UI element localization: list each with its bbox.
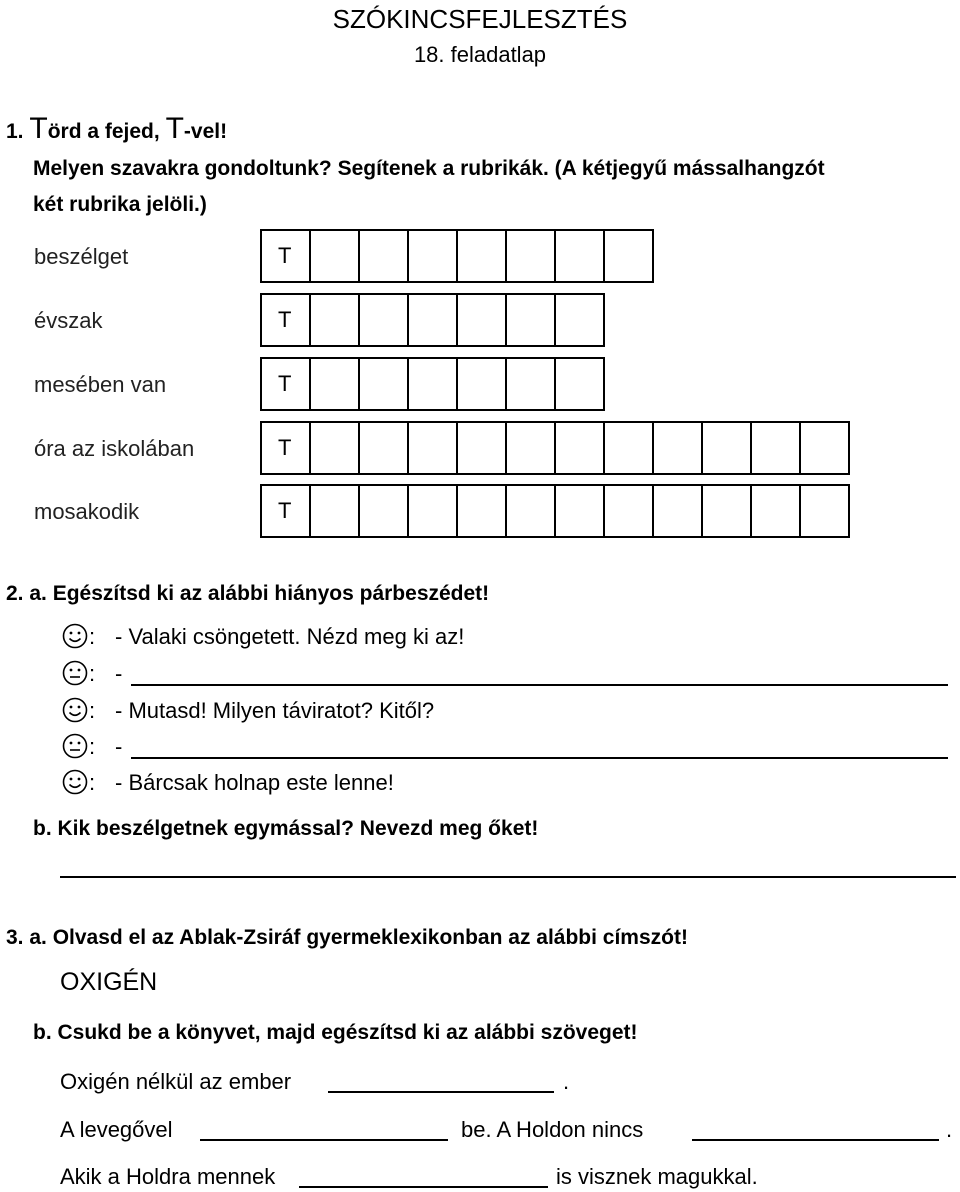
answer-grid-evszak — [260, 293, 605, 347]
dialogue-colon: : — [89, 661, 96, 686]
grid-cell[interactable] — [456, 421, 507, 475]
keyword-oxigen: OXIGÉN — [60, 968, 158, 996]
grid-cell[interactable] — [407, 421, 458, 475]
answer-line[interactable] — [131, 684, 948, 686]
page-subtitle: 18. feladatlap — [413, 42, 547, 67]
grid-cell[interactable] — [358, 421, 409, 475]
answer-grid-meseben-van — [260, 357, 605, 411]
answer-grid-mosakodik — [260, 484, 850, 538]
row-label-evszak: évszak — [34, 308, 103, 333]
happy-face-icon — [62, 769, 88, 795]
cloze-line-2-end: . — [946, 1117, 953, 1142]
task1-heading — [6, 112, 227, 146]
grid-cell[interactable] — [652, 421, 703, 475]
task1-number: 1. — [6, 120, 24, 143]
grid-cell[interactable] — [750, 484, 801, 538]
grid-cell[interactable] — [799, 484, 850, 538]
grid-cell[interactable]: T — [260, 229, 311, 283]
grid-cell[interactable] — [750, 421, 801, 475]
grid-cell[interactable] — [456, 293, 507, 347]
grid-cell[interactable] — [358, 293, 409, 347]
answer-line[interactable] — [692, 1139, 939, 1141]
grid-cell[interactable] — [407, 229, 458, 283]
grid-cell[interactable] — [603, 484, 654, 538]
grid-cell[interactable]: T — [260, 357, 311, 411]
grid-cell[interactable] — [407, 293, 458, 347]
dialogue-colon: : — [89, 624, 96, 649]
grid-cell[interactable] — [309, 484, 360, 538]
dialogue-line-4: - — [115, 734, 123, 759]
grid-cell[interactable] — [505, 357, 556, 411]
happy-face-icon — [62, 697, 88, 723]
task3a-heading: 3. a. Olvasd el az Ablak-Zsiráf gyermeklexikonban az alábbi címszót! — [6, 926, 688, 949]
answer-line[interactable] — [200, 1139, 448, 1141]
answer-line[interactable] — [131, 757, 948, 759]
grid-cell[interactable] — [554, 357, 605, 411]
grid-cell[interactable] — [505, 229, 556, 283]
task1-instruction-2: két rubrika jelöli.) — [33, 193, 207, 216]
grid-cell[interactable] — [309, 357, 360, 411]
grid-cell[interactable]: T — [260, 421, 311, 475]
cloze-line-2-mid: be. A Holdon nincs — [461, 1117, 644, 1142]
dialogue-colon: : — [89, 734, 96, 759]
grid-cell[interactable] — [505, 293, 556, 347]
answer-line[interactable] — [299, 1186, 548, 1188]
task1-big-t-2: T — [165, 112, 184, 145]
row-label-beszelget: beszélget — [34, 244, 129, 269]
task1-heading-end: -vel! — [183, 120, 228, 143]
grid-cell[interactable] — [554, 229, 605, 283]
grid-cell[interactable] — [309, 421, 360, 475]
grid-cell[interactable] — [505, 421, 556, 475]
grid-cell[interactable] — [701, 421, 752, 475]
row-label-mosakodik: mosakodik — [34, 499, 140, 524]
grid-cell[interactable] — [358, 357, 409, 411]
grid-cell[interactable] — [652, 484, 703, 538]
cloze-line-3-end: is visznek magukkal. — [556, 1164, 758, 1189]
dialogue-line-3: - Mutasd! Milyen táviratot? Kitől? — [115, 698, 435, 723]
grid-cell[interactable] — [554, 293, 605, 347]
grid-cell[interactable] — [603, 229, 654, 283]
grid-cell[interactable]: T — [260, 484, 311, 538]
grid-cell[interactable] — [701, 484, 752, 538]
cloze-line-3-start: Akik a Holdra mennek — [60, 1164, 276, 1189]
dialogue-line-2: - — [115, 661, 123, 686]
grid-cell[interactable] — [358, 229, 409, 283]
grid-cell[interactable] — [456, 357, 507, 411]
row-label-meseben-van: mesében van — [34, 372, 167, 397]
neutral-face-icon — [62, 733, 88, 759]
dialogue-colon: : — [89, 770, 96, 795]
cloze-line-2-start: A levegővel — [60, 1117, 173, 1142]
answer-grid-ora-az-iskolaban — [260, 421, 850, 475]
grid-cell[interactable] — [407, 484, 458, 538]
grid-cell[interactable] — [407, 357, 458, 411]
dialogue-line-5: - Bárcsak holnap este lenne! — [115, 770, 394, 795]
grid-cell[interactable] — [799, 421, 850, 475]
grid-cell[interactable] — [554, 484, 605, 538]
grid-cell[interactable] — [456, 229, 507, 283]
grid-cell[interactable] — [603, 421, 654, 475]
dialogue-line-1: - Valaki csöngetett. Nézd meg ki az! — [115, 624, 465, 649]
task2b-heading: b. Kik beszélgetnek egymással? Nevezd meg őket! — [33, 817, 539, 840]
row-label-ora-az-iskolaban: óra az iskolában — [34, 436, 195, 461]
task1-instruction-1: Melyen szavakra gondoltunk? Segítenek a rubrikák. (A kétjegyű mássalhangzót — [33, 157, 825, 180]
grid-cell[interactable] — [309, 229, 360, 283]
grid-cell[interactable] — [456, 484, 507, 538]
grid-cell[interactable] — [554, 421, 605, 475]
task3b-heading: b. Csukd be a könyvet, majd egészítsd ki az alábbi szöveget! — [33, 1021, 638, 1044]
dialogue-colon: : — [89, 698, 96, 723]
cloze-line-1-start: Oxigén nélkül az ember — [60, 1069, 292, 1094]
happy-face-icon — [62, 623, 88, 649]
grid-cell[interactable] — [505, 484, 556, 538]
grid-cell[interactable] — [309, 293, 360, 347]
task1-big-t-1: T — [29, 112, 48, 145]
task1-heading-mid: örd a fejed, — [47, 120, 160, 143]
page-title: SZÓKINCSFEJLESZTÉS — [332, 4, 628, 34]
answer-line[interactable] — [60, 876, 956, 878]
answer-line[interactable] — [328, 1091, 554, 1093]
grid-cell[interactable]: T — [260, 293, 311, 347]
cloze-line-1-end: . — [563, 1069, 570, 1094]
task2a-heading: 2. a. Egészítsd ki az alábbi hiányos párbeszédet! — [6, 582, 490, 605]
grid-cell[interactable] — [358, 484, 409, 538]
neutral-face-icon — [62, 660, 88, 686]
answer-grid-beszelget — [260, 229, 654, 283]
